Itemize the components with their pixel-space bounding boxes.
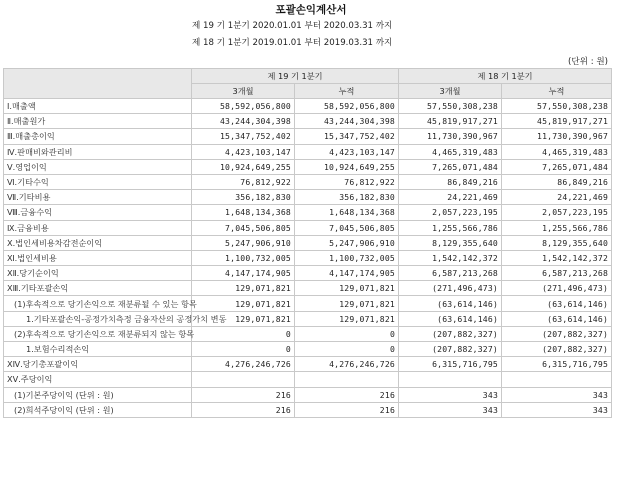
table-row xyxy=(4,99,612,114)
row-label: Ⅲ.매출총이익 xyxy=(4,129,192,144)
current-3m-value: 76,812,922 xyxy=(192,174,295,189)
table-row xyxy=(4,129,612,144)
current-cum-value: 216 xyxy=(295,387,399,402)
prior-cum-value: 45,819,917,271 xyxy=(502,114,612,129)
table-row xyxy=(4,281,612,296)
current-cum-value: 1,648,134,368 xyxy=(295,205,399,220)
current-cum-value: 129,071,821 xyxy=(295,281,399,296)
current-cum-value: 4,423,103,147 xyxy=(295,144,399,159)
prior-3m-value: 343 xyxy=(399,402,502,417)
prior-3m-value: 24,221,469 xyxy=(399,190,502,205)
current-3m-value: 43,244,304,398 xyxy=(192,114,295,129)
prior-3m-value: 7,265,071,484 xyxy=(399,159,502,174)
header-blank xyxy=(4,69,192,99)
row-label: Ⅸ.금융비용 xyxy=(4,220,192,235)
header-prior-cum: 누적 xyxy=(502,84,612,99)
prior-cum-value: 24,221,469 xyxy=(502,190,612,205)
prior-3m-value: 343 xyxy=(399,387,502,402)
table-row xyxy=(4,190,612,205)
period-current: 제 19 기 1분기 2020.01.01 부터 2020.03.31 까지 xyxy=(192,21,393,31)
current-3m-value: 0 xyxy=(192,342,295,357)
current-cum-value: 7,045,506,805 xyxy=(295,220,399,235)
current-3m-value: 216 xyxy=(192,387,295,402)
prior-3m-value: 8,129,355,640 xyxy=(399,235,502,250)
table-row xyxy=(4,174,612,189)
prior-cum-value: 11,730,390,967 xyxy=(502,129,612,144)
prior-cum-value: 1,542,142,372 xyxy=(502,250,612,265)
row-label: Ⅵ.기타수익 xyxy=(4,174,192,189)
current-3m-value: 7,045,506,805 xyxy=(192,220,295,235)
prior-3m-value: (63,614,146) xyxy=(399,311,502,326)
prior-cum-value: 343 xyxy=(502,387,612,402)
row-label: (2)희석주당이익 (단위 : 원) xyxy=(4,402,192,417)
table-row xyxy=(4,235,612,250)
current-cum-value: 4,276,246,726 xyxy=(295,357,399,372)
prior-cum-value: 1,255,566,786 xyxy=(502,220,612,235)
period-prior: 제 18 기 1분기 2019.01.01 부터 2019.03.31 까지 xyxy=(192,38,393,48)
current-cum-value: 15,347,752,402 xyxy=(295,129,399,144)
current-3m-value: 129,071,821 xyxy=(192,281,295,296)
prior-cum-value: 2,057,223,195 xyxy=(502,205,612,220)
row-label: Ⅴ.영업이익 xyxy=(4,159,192,174)
prior-3m-value: 86,849,216 xyxy=(399,174,502,189)
table-row xyxy=(4,205,612,220)
row-label: ⅩⅤ.주당이익 xyxy=(4,372,192,387)
prior-3m-value: 1,542,142,372 xyxy=(399,250,502,265)
table-row xyxy=(4,114,612,129)
current-3m-value: 0 xyxy=(192,326,295,341)
prior-cum-value: (271,496,473) xyxy=(502,281,612,296)
prior-cum-value xyxy=(502,372,612,387)
prior-3m-value xyxy=(399,372,502,387)
row-label: Ⅰ.매출액 xyxy=(4,99,192,114)
prior-cum-value: 6,587,213,268 xyxy=(502,266,612,281)
row-label: (1)후속적으로 당기손익으로 재분류될 수 있는 항목 xyxy=(4,296,192,311)
current-3m-value: 356,182,830 xyxy=(192,190,295,205)
current-cum-value: 4,147,174,905 xyxy=(295,266,399,281)
table-row xyxy=(4,387,612,402)
current-3m-value: 4,276,246,726 xyxy=(192,357,295,372)
prior-3m-value: 57,550,308,238 xyxy=(399,99,502,114)
row-label: Ⅹ.법인세비용차감전순이익 xyxy=(4,235,192,250)
current-3m-value: 10,924,649,255 xyxy=(192,159,295,174)
current-3m-value: 4,147,174,905 xyxy=(192,266,295,281)
row-label: ⅩⅡ.당기순이익 xyxy=(4,266,192,281)
row-label: Ⅳ.판매비와관리비 xyxy=(4,144,192,159)
current-cum-value: 10,924,649,255 xyxy=(295,159,399,174)
row-label: (1)기본주당이익 (단위 : 원) xyxy=(4,387,192,402)
current-cum-value: 5,247,906,910 xyxy=(295,235,399,250)
prior-cum-value: 6,315,716,795 xyxy=(502,357,612,372)
row-label: (2)후속적으로 당기손익으로 재분류되지 않는 항목 xyxy=(4,326,192,341)
header-prior-period: 제 18 기 1분기 xyxy=(399,69,612,84)
header-current-3m: 3개월 xyxy=(192,84,295,99)
prior-cum-value: (207,882,327) xyxy=(502,326,612,341)
current-cum-value: 58,592,056,800 xyxy=(295,99,399,114)
header-current-cum: 누적 xyxy=(295,84,399,99)
row-label: Ⅱ.매출원가 xyxy=(4,114,192,129)
current-3m-value xyxy=(192,372,295,387)
table-row xyxy=(4,220,612,235)
prior-3m-value: (207,882,327) xyxy=(399,326,502,341)
prior-cum-value: 86,849,216 xyxy=(502,174,612,189)
current-3m-value: 5,247,906,910 xyxy=(192,235,295,250)
table-row xyxy=(4,250,612,265)
income-statement-table xyxy=(3,68,612,418)
current-cum-value: 76,812,922 xyxy=(295,174,399,189)
prior-cum-value: (63,614,146) xyxy=(502,296,612,311)
table-row xyxy=(4,357,612,372)
table-row xyxy=(4,296,612,311)
prior-cum-value: 8,129,355,640 xyxy=(502,235,612,250)
prior-cum-value: 7,265,071,484 xyxy=(502,159,612,174)
prior-3m-value: 1,255,566,786 xyxy=(399,220,502,235)
header-prior-3m: 3개월 xyxy=(399,84,502,99)
table-row xyxy=(4,159,612,174)
current-cum-value: 216 xyxy=(295,402,399,417)
row-label: ⅩⅢ.기타포괄손익 xyxy=(4,281,192,296)
row-label: Ⅷ.금융수익 xyxy=(4,205,192,220)
table-row xyxy=(4,311,612,326)
table-row xyxy=(4,266,612,281)
row-label: 1.기타포괄손익-공정가치측정 금융자산의 공정가치 변동 xyxy=(4,311,192,326)
header-current-period: 제 19 기 1분기 xyxy=(192,69,399,84)
prior-3m-value: 11,730,390,967 xyxy=(399,129,502,144)
current-cum-value: 356,182,830 xyxy=(295,190,399,205)
current-cum-value: 129,071,821 xyxy=(295,311,399,326)
current-3m-value: 58,592,056,800 xyxy=(192,99,295,114)
current-cum-value: 0 xyxy=(295,326,399,341)
statement-title: 포괄손익계산서 xyxy=(275,4,347,16)
current-3m-value: 1,648,134,368 xyxy=(192,205,295,220)
current-cum-value: 0 xyxy=(295,342,399,357)
row-label: 1.보험수리적손익 xyxy=(4,342,192,357)
table-row xyxy=(4,144,612,159)
prior-3m-value: 6,587,213,268 xyxy=(399,266,502,281)
row-label: Ⅺ.법인세비용 xyxy=(4,250,192,265)
unit-label: (단위 : 원) xyxy=(568,57,608,67)
row-label: ⅩⅣ.당기총포괄이익 xyxy=(4,357,192,372)
prior-3m-value: (207,882,327) xyxy=(399,342,502,357)
current-3m-value: 4,423,103,147 xyxy=(192,144,295,159)
current-3m-value: 129,071,821 xyxy=(192,296,295,311)
prior-3m-value: (271,496,473) xyxy=(399,281,502,296)
current-3m-value: 216 xyxy=(192,402,295,417)
table-row xyxy=(4,402,612,417)
current-cum-value: 1,100,732,005 xyxy=(295,250,399,265)
table-row xyxy=(4,372,612,387)
prior-cum-value: (207,882,327) xyxy=(502,342,612,357)
prior-3m-value: 2,057,223,195 xyxy=(399,205,502,220)
table-row xyxy=(4,326,612,341)
prior-3m-value: 6,315,716,795 xyxy=(399,357,502,372)
current-cum-value xyxy=(295,372,399,387)
prior-3m-value: 45,819,917,271 xyxy=(399,114,502,129)
prior-cum-value: (63,614,146) xyxy=(502,311,612,326)
prior-cum-value: 343 xyxy=(502,402,612,417)
current-3m-value: 15,347,752,402 xyxy=(192,129,295,144)
current-cum-value: 129,071,821 xyxy=(295,296,399,311)
row-label: Ⅶ.기타비용 xyxy=(4,190,192,205)
table-row xyxy=(4,342,612,357)
prior-cum-value: 57,550,308,238 xyxy=(502,99,612,114)
current-cum-value: 43,244,304,398 xyxy=(295,114,399,129)
current-3m-value: 129,071,821 xyxy=(192,311,295,326)
prior-3m-value: (63,614,146) xyxy=(399,296,502,311)
prior-cum-value: 4,465,319,483 xyxy=(502,144,612,159)
current-3m-value: 1,100,732,005 xyxy=(192,250,295,265)
prior-3m-value: 4,465,319,483 xyxy=(399,144,502,159)
